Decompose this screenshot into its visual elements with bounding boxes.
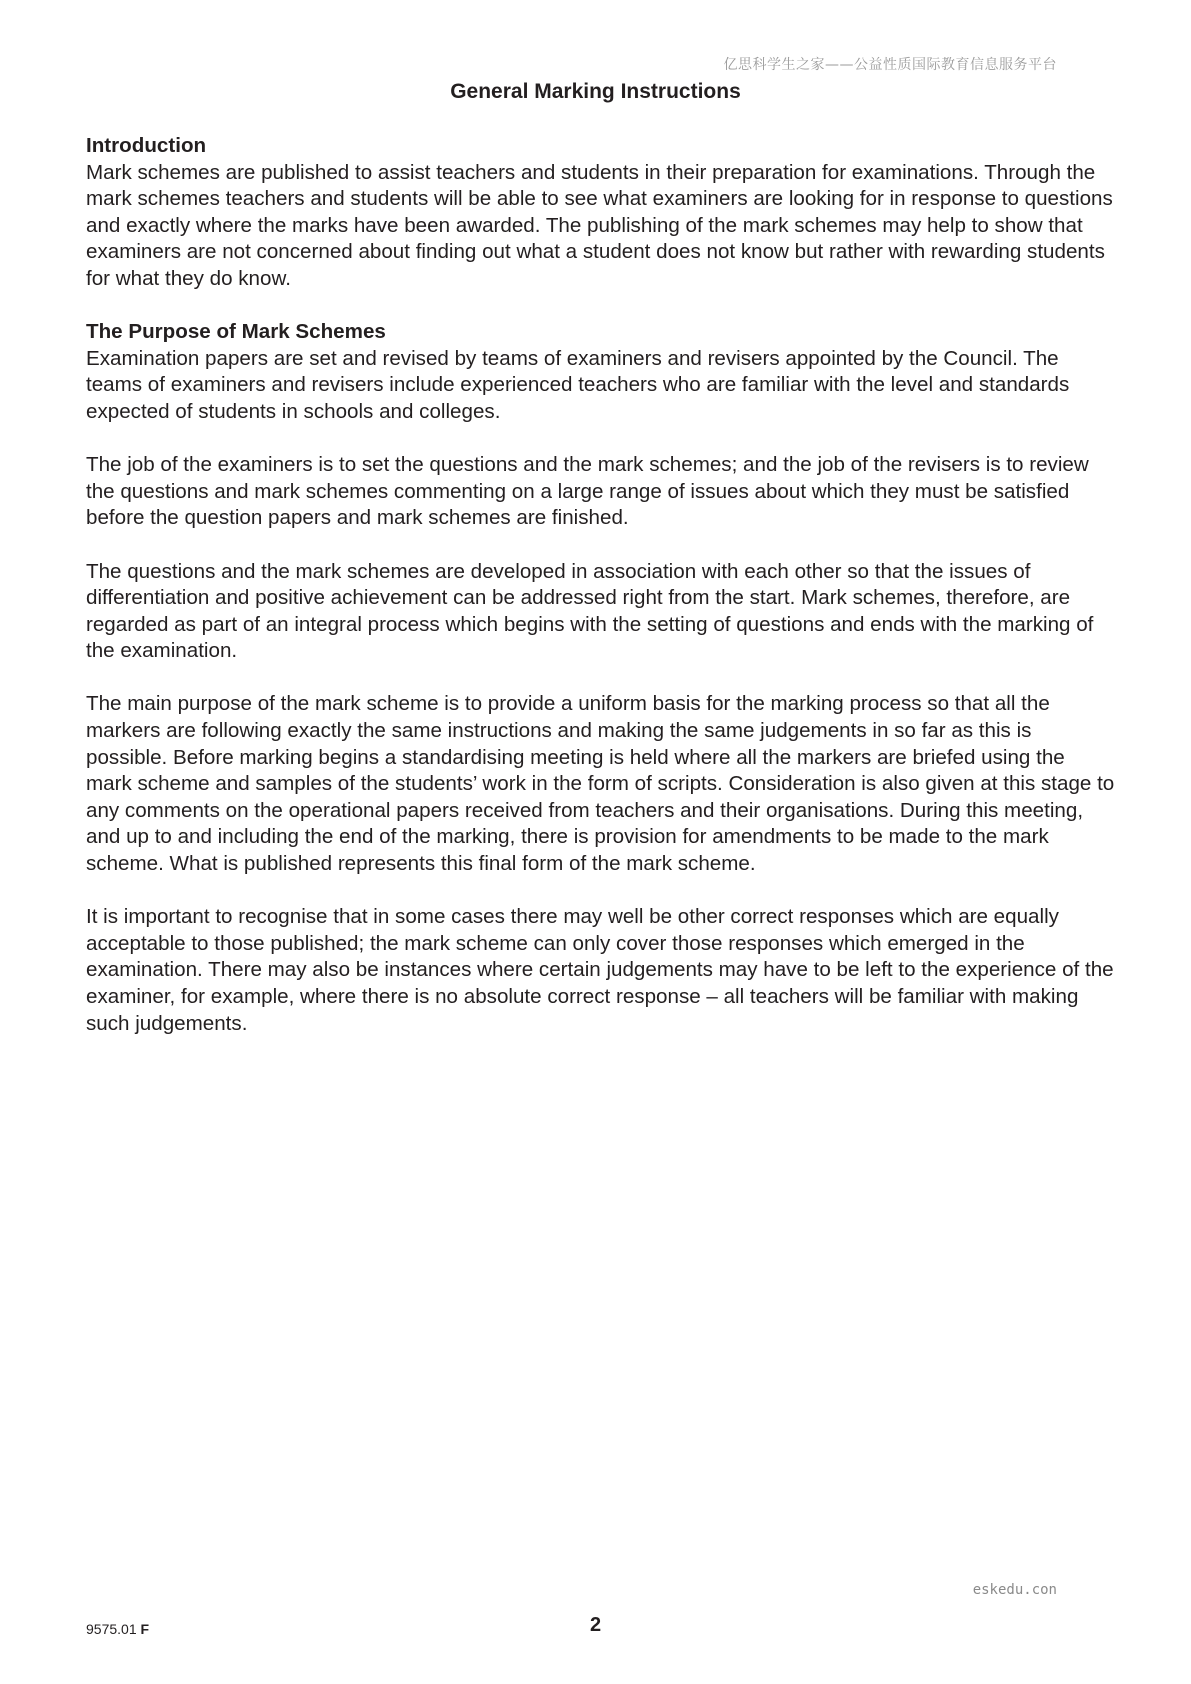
section-purpose-of-mark-schemes — [86, 319, 1116, 1037]
header-watermark: 亿思科学生之家——公益性质国际教育信息服务平台 — [723, 57, 1057, 73]
page-number: 2 — [589, 1614, 602, 1636]
page-title: General Marking Instructions — [450, 80, 741, 103]
purpose-paragraph-2: The job of the examiners is to set the questions and the mark schemes; and the job of the revisers is to review the questions and mark schemes commenting on a large range of issues about which they must be satisfied before the question papers and mark schemes are finished. — [86, 453, 1089, 530]
purpose-paragraph-1: Examination papers are set and revised by teams of examiners and revisers appointed by the Council. The teams of examiners and revisers include experienced teachers who are familiar with the level and standards expected of students in schools and colleges. — [86, 346, 1070, 423]
document-body — [86, 133, 1116, 1064]
purpose-paragraph-5: It is important to recognise that in some cases there may well be other correct responses which are equally acceptable to those published; the mark scheme can only cover those responses which emerged in the examination. There may also be instances where certain judgements may have to be left to the experience of the examiner, for example, where there is no absolute correct response – all teachers will be familiar with making such judgements. — [86, 905, 1114, 1035]
introduction-paragraph: Mark schemes are published to assist teachers and students in their preparation for examinations. Through the mark schemes teachers and students will be able to see what examiners are looking for in response to questions and exactly where the marks have been awarded. The publishing of the mark schemes may help to show that examiners are not concerned about finding out what a student does not know but rather with rewarding students for what they do know. — [86, 160, 1113, 290]
purpose-paragraph-3: The questions and the mark schemes are developed in association with each other so that the issues of differentiation and positive achievement can be addressed right from the start. Mark schemes, therefore, are regarded as part of an integral process which begins with the setting of questions and ends with the marking of the examination. — [86, 559, 1094, 663]
section-heading-introduction: Introduction — [86, 134, 207, 157]
paper-code-variant: F — [140, 1621, 150, 1637]
paper-code-number: 9575.01 — [86, 1621, 137, 1637]
footer-watermark: eskedu.con — [972, 1582, 1057, 1598]
section-heading-purpose: The Purpose of Mark Schemes — [86, 320, 386, 344]
purpose-paragraph-4: The main purpose of the mark scheme is to provide a uniform basis for the marking process so that all the markers are following exactly the same instructions and making the same judgements in so far as this is possible. Before marking begins a standardising meeting is held where all the markers are briefed using the mark scheme and samples of the students’ work in the form of scripts. Consideration is also given at this stage to any comments on the operational papers received from teachers and their organisations. During this meeting, and up to and including the end of the marking, there is provision for amendments to be made to the mark scheme. What is published represents this final form of the mark scheme. — [86, 692, 1115, 876]
section-introduction — [86, 133, 1116, 293]
